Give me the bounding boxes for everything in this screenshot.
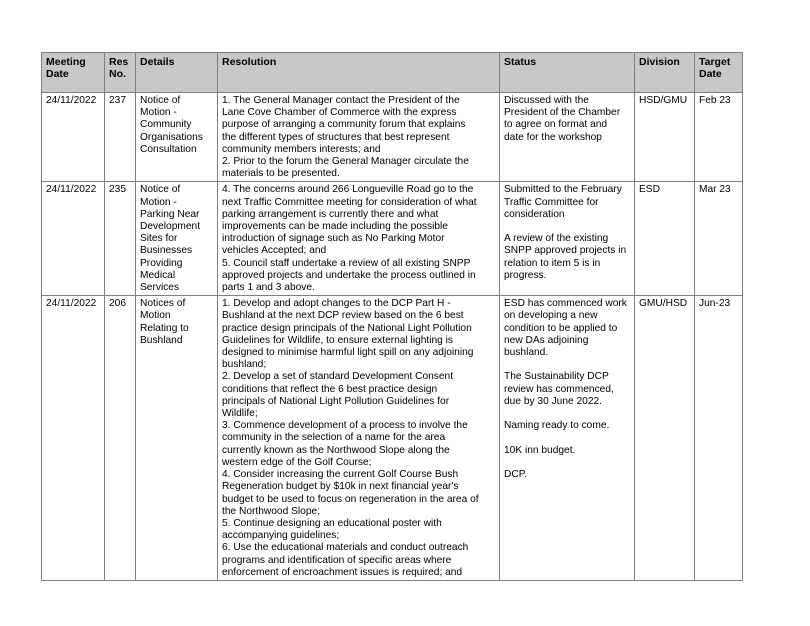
text-line: vehicles Accepted; and bbox=[222, 245, 327, 257]
text-line: DCP. bbox=[504, 469, 528, 481]
text-line: approved projects and undertake the process outlined in bbox=[222, 269, 476, 281]
blank-line bbox=[504, 359, 630, 371]
division-cell: ESD bbox=[635, 182, 695, 296]
header-division: Division bbox=[635, 53, 695, 93]
text-line: 1. The General Manager contact the President of the bbox=[222, 95, 460, 106]
details-cell bbox=[136, 93, 218, 182]
text-line: parking arrangement is currently there and what bbox=[222, 208, 439, 220]
text-line: condition to be applied to bbox=[504, 322, 618, 334]
text-line: western edge of the Golf Course; bbox=[222, 456, 372, 468]
blank-line bbox=[504, 408, 630, 420]
text-line: to agree on format and bbox=[504, 119, 608, 131]
status-cell bbox=[500, 93, 635, 182]
status-cell bbox=[500, 182, 635, 296]
header-res-no: Res No. bbox=[105, 53, 136, 93]
text-line: The Sustainability DCP bbox=[504, 371, 609, 383]
text-line: 4. Consider increasing the current Golf Course Bush bbox=[222, 469, 459, 481]
division-cell: GMU/HSD bbox=[635, 296, 695, 581]
text-line: Wildlife; bbox=[222, 408, 258, 420]
text-line: ESD has commenced work bbox=[504, 298, 627, 310]
text-line: Motion bbox=[140, 310, 171, 322]
text-line: Motion - bbox=[140, 107, 177, 119]
text-line: programs and identification of specific areas where bbox=[222, 554, 452, 566]
resolution-cell bbox=[218, 182, 500, 296]
target-date-cell: Jun-23 bbox=[695, 296, 743, 581]
text-line: the Northwood Slope; bbox=[222, 505, 320, 517]
text-line: designed to minimise harmful light spill on any adjoining bbox=[222, 347, 474, 359]
resolution-cell bbox=[218, 93, 500, 182]
header-target-date: Target Date bbox=[695, 53, 743, 93]
text-line: 5. Council staff undertake a review of all existing SNPP bbox=[222, 257, 471, 269]
text-line: next Traffic Committee meeting for consideration of what bbox=[222, 196, 477, 208]
res-no-cell: 237 bbox=[105, 93, 136, 182]
header-meeting-date: Meeting Date bbox=[42, 53, 105, 93]
text-line: 2. Prior to the forum the General Manager circulate the bbox=[222, 156, 469, 168]
text-line: principals of National Light Pollution Guidelines for bbox=[222, 395, 450, 407]
table-row bbox=[42, 296, 743, 581]
text-line: Parking Near bbox=[140, 208, 200, 220]
text-line: Discussed with the bbox=[504, 95, 589, 106]
text-line: Organisations bbox=[140, 131, 203, 143]
text-line: 3. Commence development of a process to involve the bbox=[222, 420, 468, 432]
text-line: accompanying guidelines; bbox=[222, 530, 340, 542]
text-line: Development bbox=[140, 221, 201, 233]
text-line: Services bbox=[140, 282, 180, 294]
text-line: conditions that reflect the 6 best practice design bbox=[222, 383, 438, 395]
text-line: community in the selection of a name for the area bbox=[222, 432, 446, 444]
table-row bbox=[42, 182, 743, 296]
resolutions-table bbox=[41, 52, 743, 581]
text-line: due by 30 June 2022. bbox=[504, 395, 602, 407]
text-line: Motion - bbox=[140, 196, 177, 208]
text-line: materials to be presented. bbox=[222, 168, 340, 180]
meeting-date-cell: 24/11/2022 bbox=[42, 296, 105, 581]
meeting-date-cell: 24/11/2022 bbox=[42, 93, 105, 182]
text-line: Traffic Committee for bbox=[504, 196, 599, 208]
text-line: on developing a new bbox=[504, 310, 598, 322]
text-line: purpose of arranging a community forum that explains bbox=[222, 119, 466, 131]
text-line: improvements can be made including the possible bbox=[222, 221, 448, 233]
text-line: introduction of signage such as No Parking Motor bbox=[222, 233, 445, 245]
text-line: relation to item 5 is in bbox=[504, 257, 601, 269]
text-line: parts 1 and 3 above. bbox=[222, 282, 315, 294]
text-line: Providing bbox=[140, 257, 183, 269]
text-line: consideration bbox=[504, 208, 565, 220]
text-line: President of the Chamber bbox=[504, 107, 621, 119]
status-cell bbox=[500, 296, 635, 581]
text-line: currently known as the Northwood Slope along the bbox=[222, 444, 450, 456]
text-line: Relating to bbox=[140, 322, 189, 334]
text-line: Submitted to the February bbox=[504, 184, 622, 196]
text-line: 10K inn budget. bbox=[504, 444, 576, 456]
text-line: Naming ready to come. bbox=[504, 420, 610, 432]
text-line: practice design principals of the National Light Pollution bbox=[222, 322, 472, 334]
text-line: the different types of structures that best represent bbox=[222, 131, 450, 143]
header-status: Status bbox=[500, 53, 635, 93]
text-line: Notice of bbox=[140, 95, 181, 106]
blank-line bbox=[504, 432, 630, 444]
text-line: Bushland at the next DCP review based on the 6 best bbox=[222, 310, 464, 322]
text-line: Bushland bbox=[140, 334, 183, 346]
header-resolution: Resolution bbox=[218, 53, 500, 93]
text-line: review has commenced, bbox=[504, 383, 614, 395]
details-cell bbox=[136, 182, 218, 296]
text-line: new DAs adjoining bbox=[504, 334, 589, 346]
text-line: enforcement of encroachment issues is required; and bbox=[222, 566, 463, 578]
text-line: Consultation bbox=[140, 143, 197, 155]
res-no-cell: 206 bbox=[105, 296, 136, 581]
header-details: Details bbox=[136, 53, 218, 93]
text-line: 1. Develop and adopt changes to the DCP Part H - bbox=[222, 298, 451, 310]
text-line: Guidelines for Wildlife, to ensure external lighting is bbox=[222, 334, 454, 346]
blank-line bbox=[504, 457, 630, 469]
table-row bbox=[42, 93, 743, 182]
text-line: Notice of bbox=[140, 184, 181, 196]
target-date-cell: Mar 23 bbox=[695, 182, 743, 296]
text-line: Sites for bbox=[140, 233, 178, 245]
text-line: Community bbox=[140, 119, 192, 131]
res-no-cell: 235 bbox=[105, 182, 136, 296]
text-line: 2. Develop a set of standard Development Consent bbox=[222, 371, 454, 383]
text-line: date for the workshop bbox=[504, 131, 602, 143]
target-date-cell: Feb 23 bbox=[695, 93, 743, 182]
text-line: Regeneration budget by $10k in next financial year's bbox=[222, 481, 459, 493]
details-cell bbox=[136, 296, 218, 581]
text-line: Lane Cove Chamber of Commerce with the express bbox=[222, 107, 457, 119]
text-line: budget to be used to focus on regeneration in the area of bbox=[222, 493, 479, 505]
text-line: Medical bbox=[140, 269, 176, 281]
text-line: Notices of bbox=[140, 298, 186, 310]
text-line: 5. Continue designing an educational poster with bbox=[222, 517, 442, 529]
text-line: 6. Use the educational materials and conduct outreach bbox=[222, 542, 469, 554]
meeting-date-cell: 24/11/2022 bbox=[42, 182, 105, 296]
text-line: bushland. bbox=[504, 347, 549, 359]
resolution-cell bbox=[218, 296, 500, 581]
text-line: SNPP approved projects in bbox=[504, 245, 627, 257]
text-line: Businesses bbox=[140, 245, 193, 257]
header-row bbox=[42, 53, 743, 93]
division-cell: HSD/GMU bbox=[635, 93, 695, 182]
text-line: progress. bbox=[504, 269, 547, 281]
text-line: A review of the existing bbox=[504, 233, 609, 245]
blank-line bbox=[504, 221, 630, 233]
text-line: community members interests; and bbox=[222, 143, 381, 155]
text-line: 4. The concerns around 266 Longueville Road go to the bbox=[222, 184, 474, 196]
text-line: bushland; bbox=[222, 359, 267, 371]
